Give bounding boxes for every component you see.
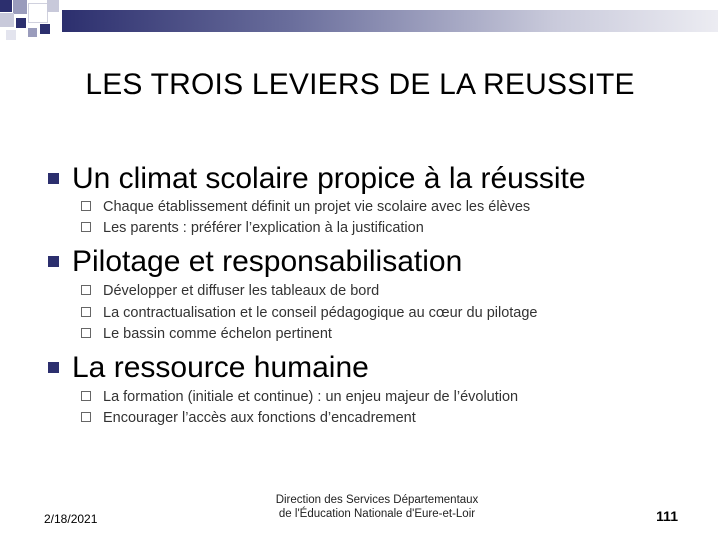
list-item [103, 410, 416, 426]
page-number: 111 [656, 508, 678, 524]
footer-org-line-1: Direction des Services Départementaux [275, 494, 479, 506]
list-item [103, 220, 424, 236]
checkbox-bullet-icon [81, 222, 91, 232]
footer-date: 2/18/2021 [44, 512, 98, 526]
section-heading-2 [72, 245, 462, 279]
footer-organization [232, 493, 522, 521]
list-item-text: Développer et diffuser les tableaux de bord [103, 283, 380, 299]
list-item [103, 305, 537, 321]
section-heading-text: La ressource humaine [72, 351, 369, 384]
section-heading-text: Pilotage et responsabilisation [72, 245, 463, 278]
square-bullet-icon [48, 362, 59, 373]
list-item [103, 326, 332, 342]
section-heading-3 [72, 351, 369, 385]
checkbox-bullet-icon [81, 307, 91, 317]
square-bullet-icon [48, 173, 59, 184]
checkbox-bullet-icon [81, 328, 91, 338]
square-bullet-icon [48, 256, 59, 267]
slide-title: LES TROIS LEVIERS DE LA REUSSITE [85, 68, 635, 101]
list-item-text: La contractualisation et le conseil pédagogique au cœur du pilotage [103, 305, 538, 321]
checkbox-bullet-icon [81, 201, 91, 211]
list-item [103, 389, 518, 405]
section-heading-text: Un climat scolaire propice à la réussite [72, 162, 586, 195]
list-item [103, 283, 379, 299]
checkbox-bullet-icon [81, 391, 91, 401]
header-gradient-bar [62, 10, 718, 32]
section-heading-1 [72, 162, 586, 196]
list-item [103, 199, 530, 215]
list-item-text: Encourager l’accès aux fonctions d’encadrement [103, 410, 416, 426]
list-item-text: La formation (initiale et continue) : un enjeu majeur de l’évolution [103, 389, 519, 405]
checkbox-bullet-icon [81, 285, 91, 295]
checkbox-bullet-icon [81, 412, 91, 422]
list-item-text: Les parents : préférer l’explication à la justification [103, 220, 424, 236]
corner-decoration [0, 0, 62, 48]
footer-org-line-2: de l'Éducation Nationale d'Eure-et-Loir [278, 508, 476, 520]
list-item-text: Le bassin comme échelon pertinent [103, 326, 332, 342]
list-item-text: Chaque établissement définit un projet vie scolaire avec les élèves [103, 199, 531, 215]
